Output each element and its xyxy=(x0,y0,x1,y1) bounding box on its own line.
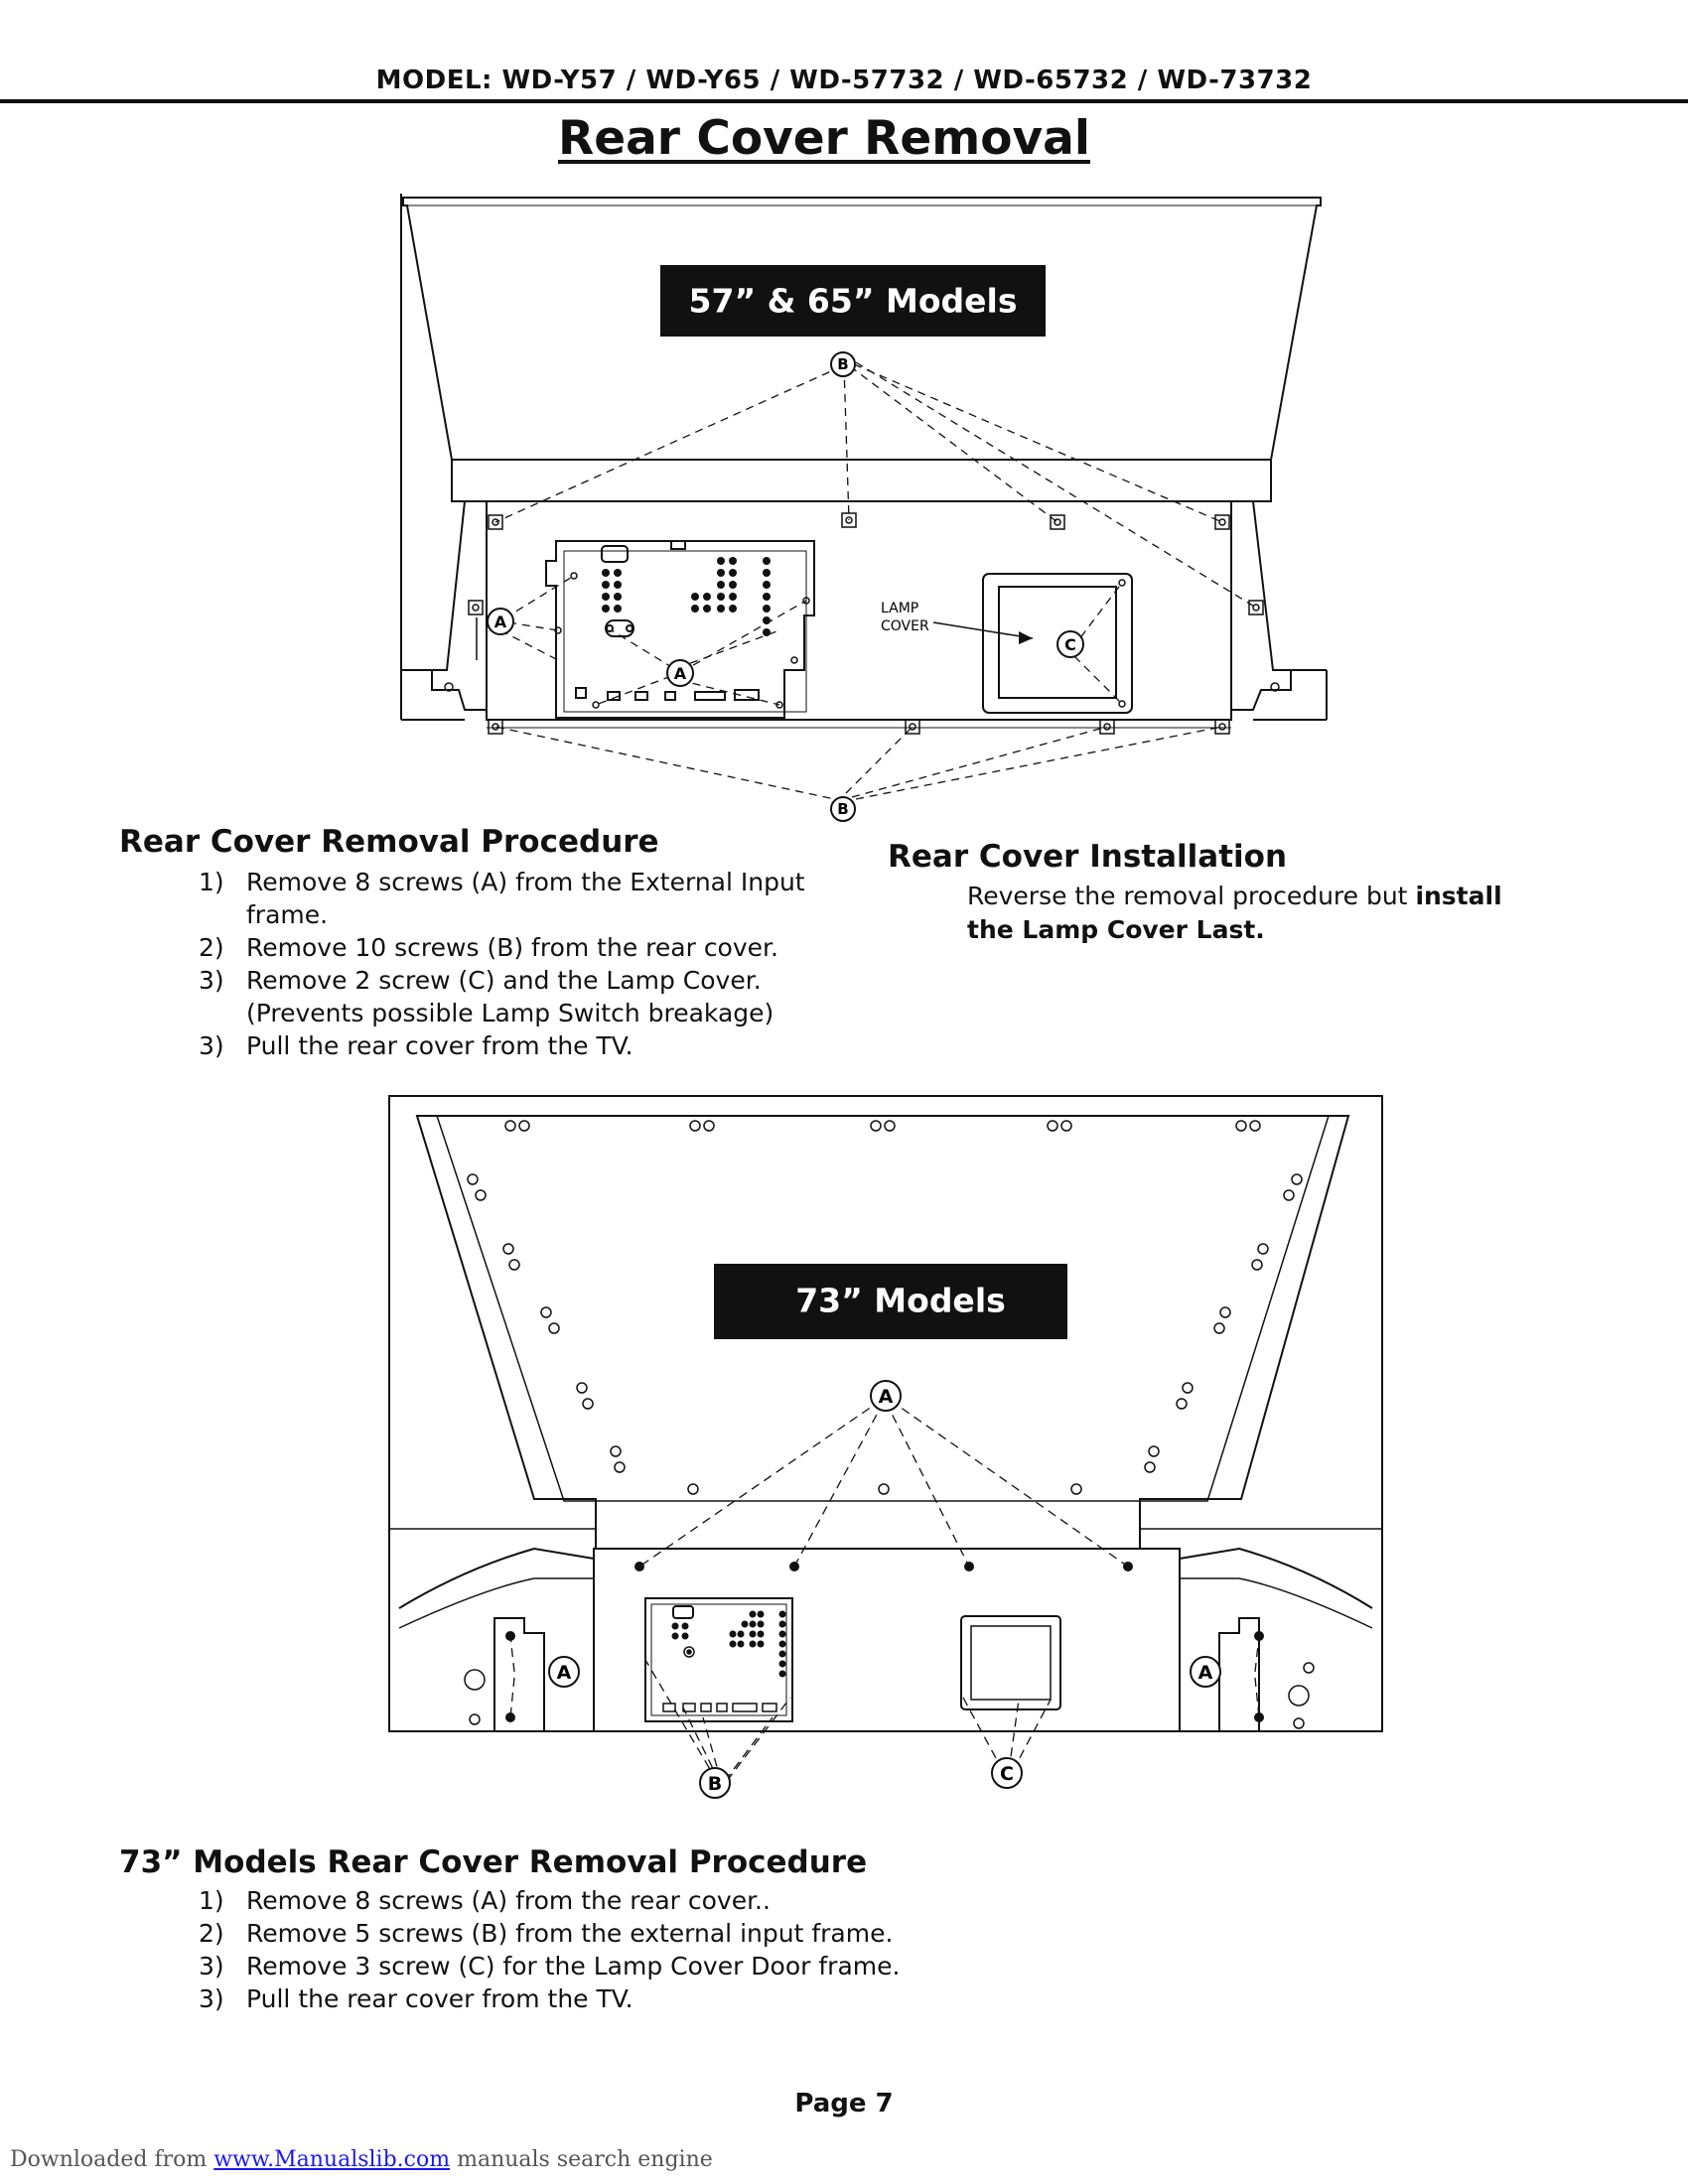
callout-a-center xyxy=(667,660,693,686)
svg-text:C: C xyxy=(1064,635,1076,654)
procedure73-step: 3) Remove 3 screw (C) for the Lamp Cover Door frame. xyxy=(199,1952,901,1980)
callout-a-left xyxy=(488,609,513,634)
diagram-57-65-models xyxy=(397,194,1331,829)
svg-text:B: B xyxy=(707,1773,723,1795)
procedure73-title: 73” Models Rear Cover Removal Procedure xyxy=(119,1844,868,1880)
procedure-step: 1) Remove 8 screws (A) from the External Input frame. xyxy=(199,868,805,929)
footer-suffix: manuals search engine xyxy=(450,2147,713,2172)
procedure73-step: 3) Pull the rear cover from the TV. xyxy=(199,1984,633,2013)
callout-a-left-73 xyxy=(549,1657,579,1687)
footer-prefix: Downloaded from xyxy=(10,2147,214,2172)
page-title: Rear Cover Removal xyxy=(558,111,1090,166)
installation-text: Reverse the removal procedure but install the Lamp Cover Last. xyxy=(967,882,1502,944)
procedure-step: 3) Pull the rear cover from the TV. xyxy=(199,1031,633,1060)
procedure-title: Rear Cover Removal Procedure xyxy=(119,824,659,860)
callout-a-top-73 xyxy=(871,1381,901,1411)
callout-b-bottom xyxy=(831,797,855,821)
callout-c-73 xyxy=(992,1758,1022,1788)
procedure-steps xyxy=(119,866,834,1062)
model-header: MODEL: WD-Y57 / WD-Y65 / WD-57732 / WD-65732 / WD-73732 xyxy=(375,66,1313,95)
svg-text:B: B xyxy=(837,355,849,373)
svg-text:A: A xyxy=(878,1386,894,1408)
procedure73-step: 2) Remove 5 screws (B) from the external input frame. xyxy=(199,1919,894,1948)
lamp-label-line2: COVER xyxy=(881,618,929,634)
procedure-step: 2) Remove 10 screws (B) from the rear cover. xyxy=(199,933,778,962)
svg-text:B: B xyxy=(837,800,849,818)
callout-b-73 xyxy=(700,1768,730,1798)
footer xyxy=(10,2147,713,2172)
input-jacks-73 xyxy=(672,1606,786,1678)
diagram1-label: 57” & 65” Models xyxy=(688,281,1018,321)
manualslib-link[interactable]: www.Manualslib.com xyxy=(213,2147,451,2172)
procedure73-steps xyxy=(119,1884,1013,2015)
callout-a-right-73 xyxy=(1191,1657,1220,1687)
callout-c-lamp xyxy=(1057,631,1083,657)
lamp-label-line1: LAMP xyxy=(881,601,919,616)
svg-text:A: A xyxy=(556,1662,572,1684)
svg-text:A: A xyxy=(1197,1662,1213,1684)
procedure-step: 3) Remove 2 screw (C) and the Lamp Cover. (Prevents possible Lamp Switch breakage) xyxy=(199,966,774,1027)
installation-title: Rear Cover Installation xyxy=(888,839,1288,875)
diagram2-label: 73” Models xyxy=(795,1281,1006,1320)
svg-text:A: A xyxy=(493,613,507,631)
callout-b-top xyxy=(831,352,855,376)
diagram-73-models xyxy=(385,1092,1388,1807)
procedure73-step: 1) Remove 8 screws (A) from the rear cover.. xyxy=(199,1886,771,1915)
svg-text:A: A xyxy=(673,664,687,683)
page-number: Page 7 xyxy=(794,2089,894,2118)
svg-text:C: C xyxy=(1000,1763,1014,1785)
header-rule xyxy=(0,99,1688,103)
input-jacks xyxy=(602,546,771,636)
